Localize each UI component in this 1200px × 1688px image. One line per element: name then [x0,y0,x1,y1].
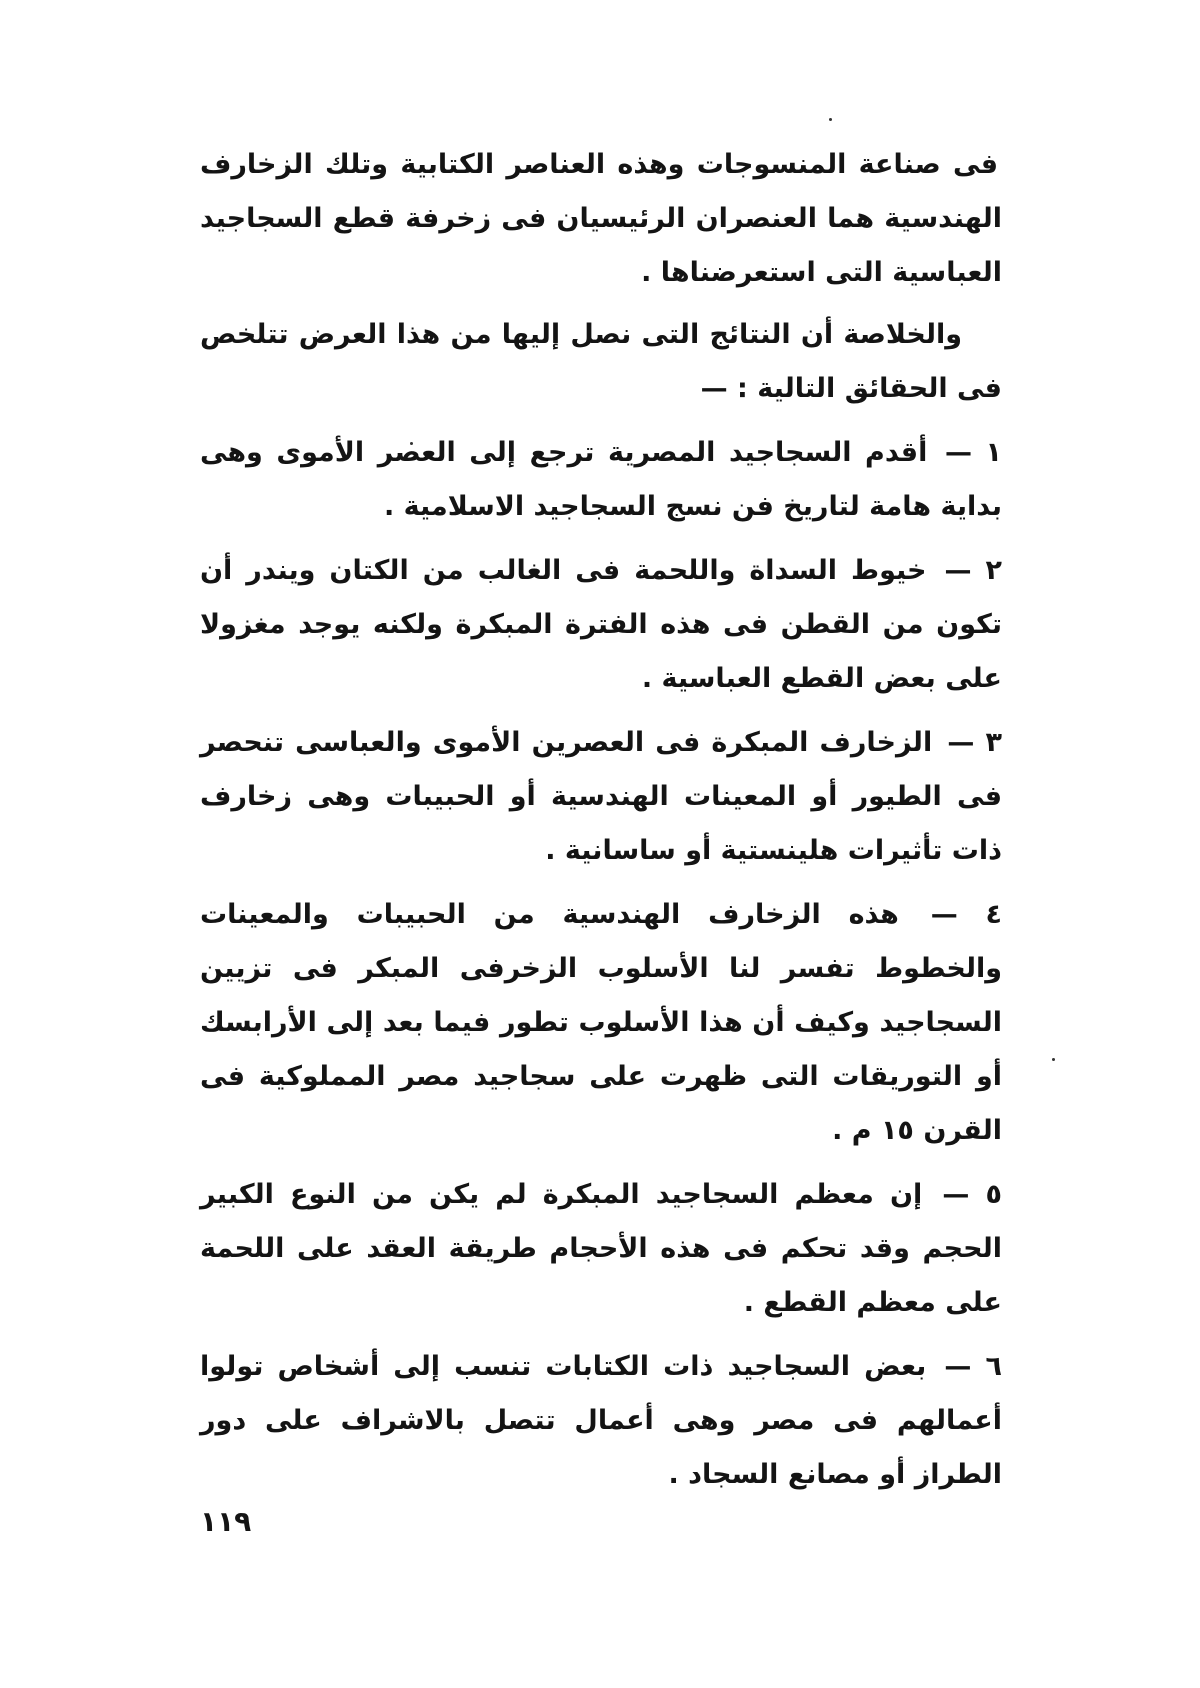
point-number: ٤ — [930,899,1003,930]
numbered-point-1 [200,426,1002,534]
point-number: ٢ — [944,555,1002,586]
point-text: إن معظم السجاجيد المبكرة لم يكن من النوع الكبير الحجم وقد تحكم فى هذه الأحجام طريقة العقد على اللحمة على معظم القطع . [200,1179,1002,1318]
body-text [200,138,1002,1512]
point-number: ٥ — [942,1179,1002,1210]
paragraph-text: فى صناعة المنسوجات وهذه العناصر الكتابية وتلك الزخارف الهندسية هما العنصران الرئيسيان فى زخرفة قطع السجاجيد العباسية التى استعرضناها . [200,149,1002,288]
point-text: بعض السجاجيد ذات الكتابات تنسب إلى أشخاص تولوا أعمالهم فى مصر وهى أعمال تتصل بالاشراف على دور الطراز أو مصانع السجاد . [200,1351,1002,1490]
paragraph-conclusion [200,308,1002,416]
point-text: هذه الزخارف الهندسية من الحبيبات والمعينات والخطوط تفسر لنا الأسلوب الزخرفى المبكر فى تزيين السجاجيد وكيف أن هذا الأسلوب تطور فيما بعد إلى الأرابسك أو التوريقات التى ظهرت على سجاجيد مصر المملوكية فى القرن ١٥ م . [200,899,1002,1146]
paragraph-text: والخلاصة أن النتائج التى نصل إليها من هذا العرض تتلخص فى الحقائق التالية : — [200,319,1002,404]
numbered-point-6 [200,1340,1002,1502]
point-number: ١ — [944,437,1003,468]
paragraph-continuation [200,138,1002,300]
point-text: خيوط السداة واللحمة فى الغالب من الكتان ويندر أن تكون من القطن فى هذه الفترة المبكرة ولكنه يوجد مغزولا على بعض القطع العباسية . [200,555,1002,694]
point-number: ٦ — [944,1351,1002,1382]
numbered-point-2 [200,544,1002,706]
page-number: ١١٩ [200,1505,252,1538]
point-text: الزخارف المبكرة فى العصرين الأموى والعباسى تنحصر فى الطيور أو المعينات الهندسية أو الحبيبات وهى زخارف ذات تأثيرات هلينستية أو ساسانية . [200,727,1002,866]
scan-speck [829,118,832,121]
point-number: ٣ — [947,727,1002,758]
scan-speck [1052,1058,1055,1061]
numbered-point-5 [200,1168,1002,1330]
point-text: أقدم السجاجيد المصرية ترجع إلى العصر الأموى وهى بداية هامة لتاريخ فن نسج السجاجيد الاسلامية . [200,437,1002,522]
numbered-point-4 [200,888,1002,1158]
numbered-point-3 [200,716,1002,878]
